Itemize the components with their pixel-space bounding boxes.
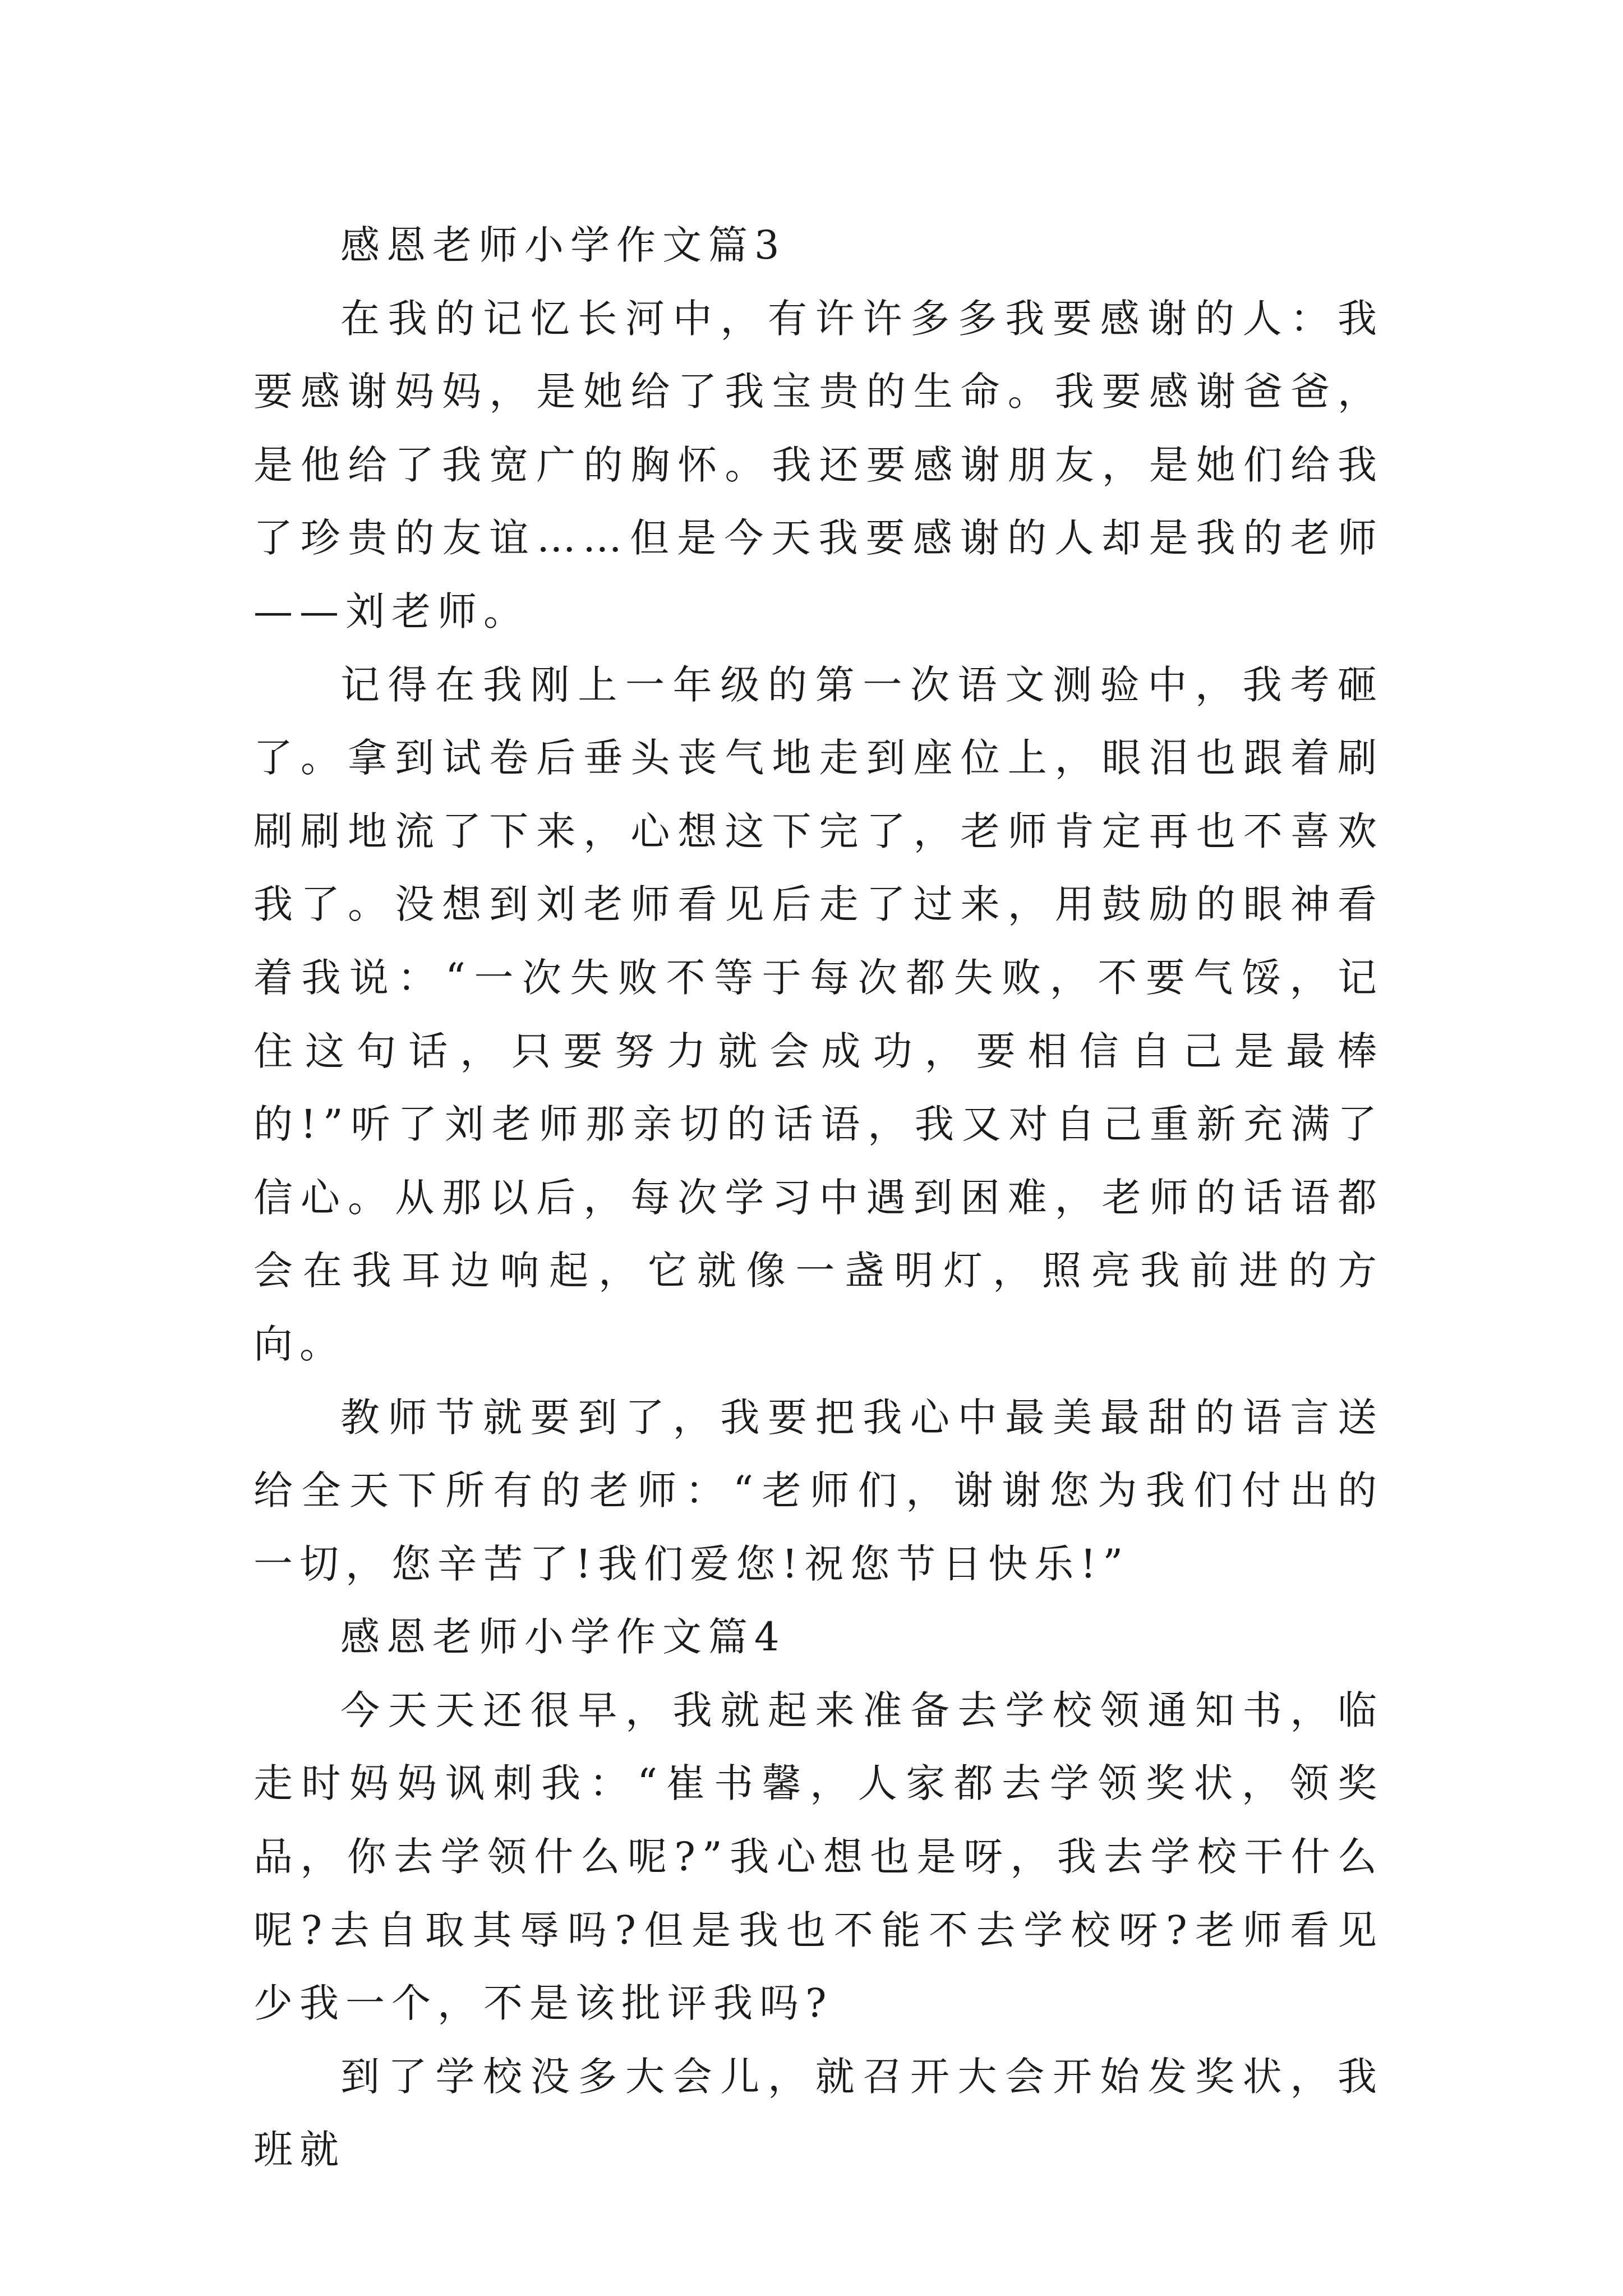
paragraph: 在我的记忆长河中，有许许多多我要感谢的人：我要感谢妈妈，是她给了我宝贵的生命。我要感谢爸爸，是他给了我宽广的胸怀。我还要感谢朋友，是她们给我了珍贵的友谊……但是今天我要感谢的人却是我的老师——刘老师。 — [253, 295, 1384, 634]
paragraph: 到了学校没多大会儿，就召开大会开始发奖状，我班就 — [253, 2053, 1384, 2173]
paragraph: 教师节就要到了，我要把我心中最美最甜的语言送给全天下所有的老师：“老师们，谢谢您为我们付出的一切，您辛苦了!我们爱您!祝您节日快乐!” — [253, 1394, 1384, 1587]
paragraph: 今天天还很早，我就起来准备去学校领通知书，临走时妈妈讽刺我：“崔书馨，人家都去学领奖状，领奖品，你去学领什么呢?”我心想也是呀，我去学校干什么呢?去自取其辱吗?但是我也不能不去学校呀?老师看见少我一个，不是该批评我吗? — [253, 1687, 1384, 2027]
essay-body — [253, 209, 1384, 2187]
section-heading: 感恩老师小学作文篇3 — [340, 222, 786, 268]
section-heading: 感恩老师小学作文篇4 — [340, 1614, 786, 1660]
paragraph: 记得在我刚上一年级的第一次语文测验中，我考砸了。拿到试卷后垂头丧气地走到座位上，眼泪也跟着刷刷刷地流了下来，心想这下完了，老师肯定再也不喜欢我了。没想到刘老师看见后走了过来，用鼓励的眼神看着我说：“一次失败不等于每次都失败，不要气馁，记住这句话，只要努力就会成功，要相信自己是最棒的!”听了刘老师那亲切的话语，我又对自己重新充满了信心。从那以后，每次学习中遇到困难，老师的话语都会在我耳边响起，它就像一盏明灯，照亮我前进的方向。 — [253, 661, 1384, 1367]
